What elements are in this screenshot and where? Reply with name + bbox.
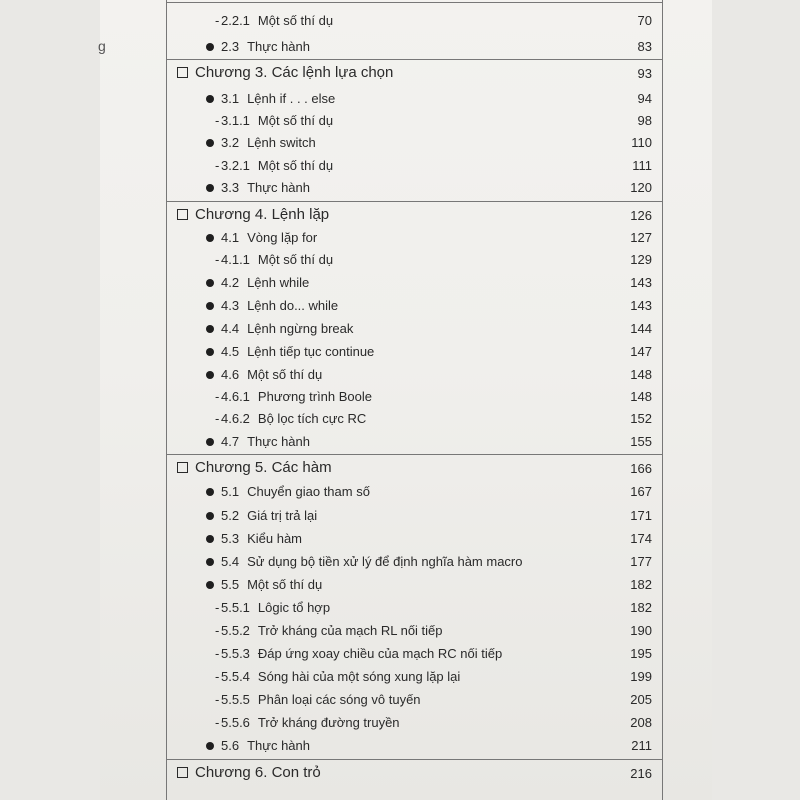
toc-page-number: 126 (630, 208, 652, 223)
toc-entry-number: 5.6 (221, 738, 240, 753)
toc-entry-label (221, 528, 302, 550)
toc-entry-title: Đáp ứng xoay chiều của mạch RC nối tiếp (257, 646, 503, 661)
toc-entry-row[interactable] (0, 689, 800, 711)
toc-entry-label (221, 227, 317, 249)
toc-entry-number: 4.6 (221, 367, 240, 382)
toc-entry-title: Lệnh do... while (247, 298, 339, 313)
toc-entry-number: 5.1 (221, 484, 240, 499)
toc-page-number: 143 (630, 275, 652, 290)
toc-entry-title: Chuyển giao tham số (247, 484, 370, 499)
toc-page-number: 155 (630, 434, 652, 449)
toc-entry-number: 3.3 (221, 180, 240, 195)
toc-entry-number: 5.5.5 (221, 692, 250, 707)
toc-entry-label (221, 643, 502, 665)
toc-entry-row[interactable] (0, 132, 800, 154)
bullet-dot-icon (206, 325, 214, 333)
toc-entry-row[interactable] (0, 597, 800, 619)
bullet-dot-icon (206, 512, 214, 520)
bullet-dot-icon (206, 184, 214, 192)
chapter-square-icon (177, 462, 188, 473)
toc-entry-title: Vòng lặp for (247, 230, 318, 245)
toc-entry-label (221, 597, 330, 619)
toc-page-number: 195 (630, 646, 652, 661)
toc-entry-title: Lôgic tổ hợp (257, 600, 331, 615)
bullet-dot-icon (206, 43, 214, 51)
toc-entry-label (221, 364, 322, 386)
margin-mark: g (98, 38, 106, 54)
toc-entry-row[interactable] (0, 177, 800, 199)
toc-entry-number: 4.4 (221, 321, 240, 336)
toc-entry-row[interactable] (0, 712, 800, 734)
toc-entry-title: Lệnh ngừng break (247, 321, 354, 336)
toc-entry-title: Một số thí dụ (257, 158, 334, 173)
toc-entry-label (221, 249, 333, 271)
toc-entry-number: 5.5.2 (221, 623, 250, 638)
toc-page-number: 127 (630, 230, 652, 245)
toc-page-number: 152 (630, 411, 652, 426)
toc-entry-title: Lệnh while (247, 275, 310, 290)
toc-entry-title: Phương trình Boole (257, 389, 372, 404)
toc-entry-title: Thực hành (247, 180, 310, 195)
toc-page-number: 148 (630, 389, 652, 404)
dash-marker: - (215, 715, 220, 730)
dash-marker: - (215, 646, 220, 661)
toc-entry-title: Lệnh if . . . else (247, 91, 336, 106)
toc-entry-title: Một số thí dụ (257, 13, 334, 28)
bullet-dot-icon (206, 535, 214, 543)
dash-marker: - (215, 13, 220, 28)
toc-entry-number: 5.5.4 (221, 669, 250, 684)
toc-page-number: 182 (630, 600, 652, 615)
toc-entry-number: 2.2.1 (221, 13, 250, 28)
toc-entry-label (221, 177, 310, 199)
bullet-dot-icon (206, 742, 214, 750)
toc-entry-title: Sóng hài của một sóng xung lặp lại (257, 669, 461, 684)
bullet-dot-icon (206, 438, 214, 446)
toc-entry-number: 5.5.3 (221, 646, 250, 661)
toc-entry-row[interactable] (0, 341, 800, 363)
toc-page-number: 110 (631, 135, 652, 150)
toc-entry-row[interactable] (0, 431, 800, 453)
toc-entry-title: Chương 6. Con trỏ (195, 764, 321, 781)
toc-entry-label (221, 155, 333, 177)
bullet-dot-icon (206, 581, 214, 589)
toc-entry-title: Chương 4. Lệnh lặp (195, 206, 330, 223)
chapter-separator (166, 201, 663, 202)
toc-page-number: 94 (637, 91, 652, 106)
toc-entry-row[interactable] (0, 227, 800, 249)
toc-entry-row[interactable] (0, 574, 800, 596)
toc-entry-number: 4.6.2 (221, 411, 250, 426)
toc-entry-row[interactable] (0, 318, 800, 340)
toc-entry-number: 2.3 (221, 39, 240, 54)
toc-entry-number: 3.2 (221, 135, 240, 150)
chapter-square-icon (177, 767, 188, 778)
toc-entry-number: 5.3 (221, 531, 240, 546)
toc-entry-title: Thực hành (247, 39, 310, 54)
toc-entry-number: 4.2 (221, 275, 240, 290)
toc-page-number: 171 (630, 508, 652, 523)
dash-marker: - (215, 113, 220, 128)
toc-chapter-row[interactable] (0, 204, 800, 226)
toc-chapter-row[interactable] (0, 457, 800, 479)
toc-page-number: 216 (630, 766, 652, 781)
toc-entry-title: Một số thí dụ (247, 577, 323, 592)
toc-entry-label (221, 481, 370, 503)
toc-page-number: 70 (637, 13, 652, 28)
toc-entry-number: 5.5.6 (221, 715, 250, 730)
bullet-dot-icon (206, 558, 214, 566)
toc-entry-title: Bộ lọc tích cực RC (257, 411, 367, 426)
toc-entry-title: Một số thí dụ (257, 252, 334, 267)
toc-entry-label (221, 551, 522, 573)
dash-marker: - (215, 158, 220, 173)
toc-entry-title: Sử dụng bộ tiền xử lý để định nghĩa hàm macro (247, 554, 523, 569)
toc-entry-row[interactable] (0, 155, 800, 177)
toc-entry-title: Thực hành (247, 738, 310, 753)
chapter-square-icon (177, 209, 188, 220)
toc-entry-number: 4.1 (221, 230, 240, 245)
bullet-dot-icon (206, 279, 214, 287)
toc-entry-title: Phân loại các sóng vô tuyến (257, 692, 421, 707)
toc-entry-number: 5.5 (221, 577, 240, 592)
toc-entry-number: 5.4 (221, 554, 240, 569)
bullet-dot-icon (206, 234, 214, 242)
chapter-separator (166, 454, 663, 455)
toc-entry-label (221, 132, 316, 154)
toc-page-number: 174 (630, 531, 652, 546)
bullet-dot-icon (206, 139, 214, 147)
toc-entry-row[interactable] (0, 666, 800, 688)
toc-entry-row[interactable] (0, 10, 800, 32)
toc-entry-row[interactable] (0, 249, 800, 271)
toc-page-number: 166 (630, 461, 652, 476)
toc-entry-label (221, 341, 374, 363)
toc-entry-label (221, 36, 310, 58)
chapter-separator (166, 759, 663, 760)
top-rule (166, 2, 663, 3)
toc-entry-row[interactable] (0, 505, 800, 527)
toc-page-number: 143 (630, 298, 652, 313)
bullet-dot-icon (206, 371, 214, 379)
chapter-square-icon (177, 67, 188, 78)
toc-page-number: 120 (630, 180, 652, 195)
toc-page-number: 167 (630, 484, 652, 499)
toc-entry-row[interactable] (0, 295, 800, 317)
toc-entry-title: Thực hành (247, 434, 310, 449)
toc-page-number: 144 (630, 321, 652, 336)
toc-page-number: 211 (631, 738, 652, 753)
toc-entry-row[interactable] (0, 551, 800, 573)
dash-marker: - (215, 623, 220, 638)
toc-entry-number: 3.1.1 (221, 113, 250, 128)
toc-page-number: 148 (630, 367, 652, 382)
bullet-dot-icon (206, 488, 214, 496)
toc-entry-label (221, 110, 333, 132)
dash-marker: - (215, 692, 220, 707)
toc-entry-row[interactable] (0, 364, 800, 386)
toc-page-number: 177 (630, 554, 652, 569)
bullet-dot-icon (206, 348, 214, 356)
toc-page-number: 208 (630, 715, 652, 730)
toc-entry-label (221, 408, 366, 430)
toc-entry-label (221, 431, 310, 453)
dash-marker: - (215, 252, 220, 267)
toc-entry-label (221, 272, 309, 294)
toc-entry-number: 5.2 (221, 508, 240, 523)
toc-entry-number: 4.7 (221, 434, 240, 449)
toc-entry-number: 4.5 (221, 344, 240, 359)
toc-entry-number: 5.5.1 (221, 600, 250, 615)
chapter-separator (166, 59, 663, 60)
toc-entry-row[interactable] (0, 643, 800, 665)
toc-entry-title: Lệnh switch (247, 135, 316, 150)
toc-entry-row[interactable] (0, 528, 800, 550)
toc-entry-label (221, 10, 333, 32)
toc-entry-title: Một số thí dụ (257, 113, 334, 128)
toc-page-number: 93 (637, 66, 652, 81)
toc-entry-title: Giá trị trả lại (247, 508, 318, 523)
toc-entry-title: Một số thí dụ (247, 367, 323, 382)
dash-marker: - (215, 669, 220, 684)
dash-marker: - (215, 389, 220, 404)
toc-entry-label (221, 318, 353, 340)
toc-page-number: 83 (637, 39, 652, 54)
toc-chapter-row[interactable] (0, 762, 800, 784)
toc-entry-label (221, 386, 372, 408)
toc-entry-title: Trở kháng của mạch RL nối tiếp (257, 623, 443, 638)
toc-entry-label (221, 666, 460, 688)
toc-page-number: 190 (630, 623, 652, 638)
toc-entry-label (221, 689, 421, 711)
toc-page-number: 111 (632, 158, 652, 173)
toc-entry-label (221, 574, 322, 596)
toc-entry-label (221, 712, 400, 734)
toc-entry-row[interactable] (0, 481, 800, 503)
dash-marker: - (215, 600, 220, 615)
toc-entry-row[interactable] (0, 272, 800, 294)
toc-entry-row[interactable] (0, 408, 800, 430)
toc-entry-row[interactable] (0, 36, 800, 58)
toc-page-number: 199 (630, 669, 652, 684)
toc-entry-label (221, 295, 338, 317)
toc-entry-row[interactable] (0, 735, 800, 757)
toc-page-number: 147 (630, 344, 652, 359)
dash-marker: - (215, 411, 220, 426)
toc-entry-label (221, 620, 443, 642)
toc-entry-number: 4.6.1 (221, 389, 250, 404)
bullet-dot-icon (206, 95, 214, 103)
toc-entry-label (221, 505, 317, 527)
toc-page-number: 98 (637, 113, 652, 128)
toc-entry-number: 4.1.1 (221, 252, 250, 267)
toc-entry-number: 4.3 (221, 298, 240, 313)
toc-page-number: 205 (630, 692, 652, 707)
toc-entry-row[interactable] (0, 110, 800, 132)
toc-chapter-row[interactable] (0, 62, 800, 84)
toc-page-number: 129 (630, 252, 652, 267)
toc-entry-row[interactable] (0, 386, 800, 408)
toc-page-number: 182 (630, 577, 652, 592)
toc-entry-title: Kiểu hàm (247, 531, 302, 546)
toc-entry-number: 3.1 (221, 91, 240, 106)
toc-entry-label (221, 735, 310, 757)
toc-entry-title: Chương 3. Các lệnh lựa chọn (195, 64, 394, 81)
toc-entry-label (221, 88, 335, 110)
toc-entry-title: Chương 5. Các hàm (195, 459, 332, 476)
toc-entry-number: 3.2.1 (221, 158, 250, 173)
toc-entry-row[interactable] (0, 88, 800, 110)
bullet-dot-icon (206, 302, 214, 310)
toc-entry-title: Lệnh tiếp tục continue (247, 344, 375, 359)
toc-entry-title: Trở kháng đường truyền (257, 715, 400, 730)
toc-entry-row[interactable] (0, 620, 800, 642)
